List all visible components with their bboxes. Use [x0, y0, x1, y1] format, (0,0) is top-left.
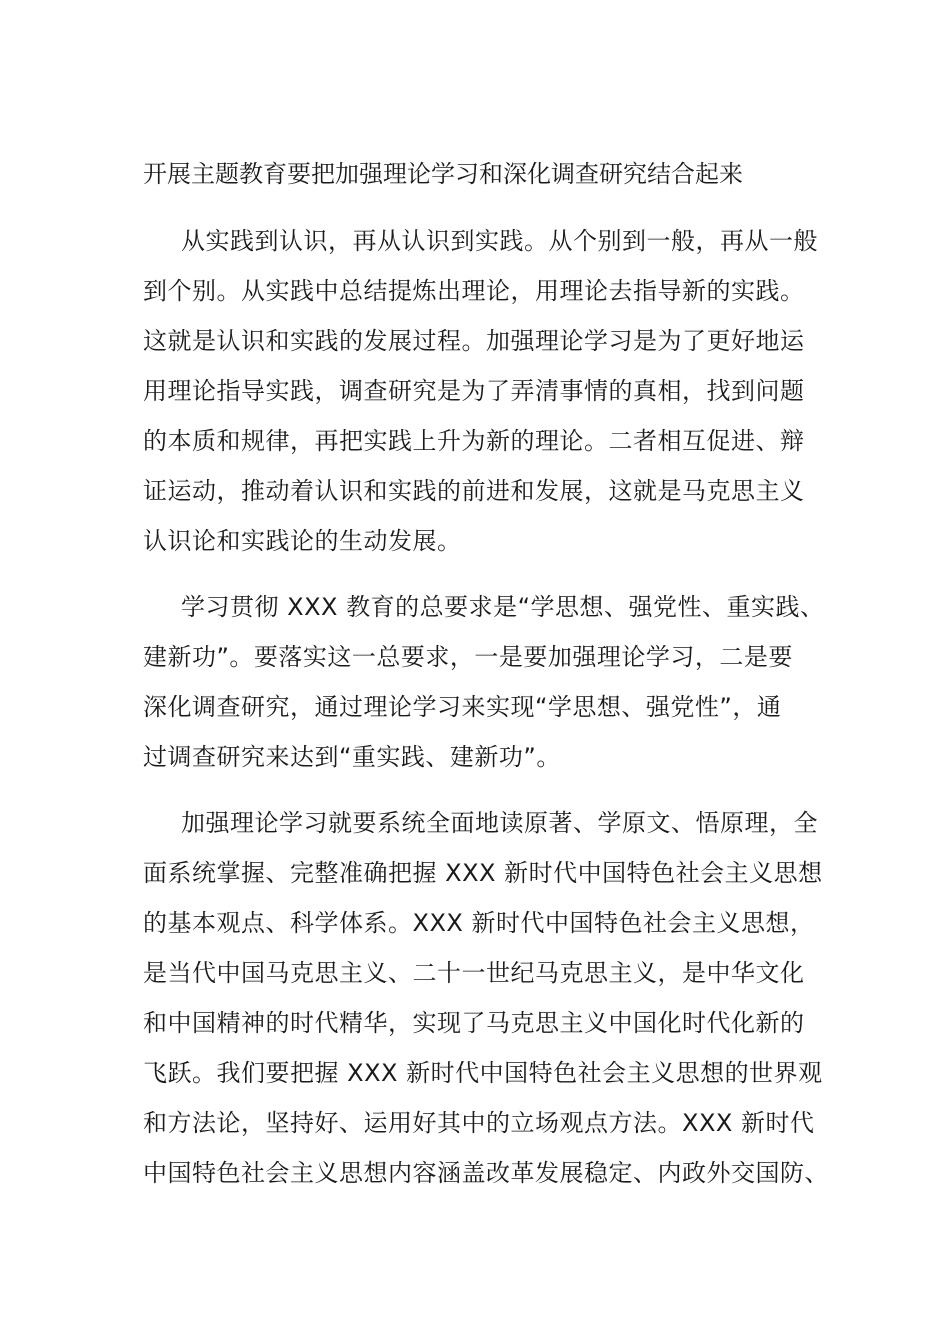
- paragraph-line: 证运动，推动着认识和实践的前进和发展，这就是马克思主义: [143, 477, 805, 505]
- paragraph-line: 学习贯彻 XXX 教育的总要求是“学思想、强党性、重实践、: [181, 593, 825, 621]
- paragraph-line: 从实践到认识，再从认识到实践。从个别到一般，再从一般: [181, 227, 818, 255]
- paragraph-line: 面系统掌握、完整准确把握 XXX 新时代中国特色社会主义思想: [143, 859, 823, 887]
- paragraph-line: 深化调查研究，通过理论学习来实现“学思想、强党性”，通: [143, 693, 782, 721]
- paragraph-line: 的基本观点、科学体系。XXX 新时代中国特色社会主义思想，: [143, 909, 815, 937]
- paragraph-line: 和中国精神的时代精华，实现了马克思主义中国化时代化新的: [143, 1009, 805, 1037]
- paragraph-line: 是当代中国马克思主义、二十一世纪马克思主义，是中华文化: [143, 959, 805, 987]
- paragraph-line: 和方法论，坚持好、运用好其中的立场观点方法。XXX 新时代: [143, 1109, 815, 1137]
- paragraph-2: [143, 582, 823, 782]
- paragraph-line: 到个别。从实践中总结提炼出理论，用理论去指导新的实践。: [143, 277, 805, 305]
- paragraph-line: 这就是认识和实践的发展过程。加强理论学习是为了更好地运: [143, 327, 805, 355]
- paragraph-line: 用理论指导实践，调查研究是为了弄清事情的真相，找到问题: [143, 377, 805, 405]
- paragraph-line: 认识论和实践论的生动发展。: [143, 527, 462, 555]
- paragraph-line: 建新功”。要落实这一总要求，一是要加强理论学习，二是要: [143, 643, 793, 671]
- paragraph-line: 中国特色社会主义思想内容涵盖改革发展稳定、内政外交国防、: [143, 1159, 829, 1187]
- document-title: 开展主题教育要把加强理论学习和深化调查研究结合起来: [143, 160, 743, 188]
- paragraph-line: 的本质和规律，再把实践上升为新的理论。二者相互促进、辩: [143, 427, 805, 455]
- paragraph-1: [143, 216, 823, 566]
- paragraph-3: [143, 798, 829, 1198]
- paragraph-line: 过调查研究来达到“重实践、建新功”。: [143, 743, 561, 771]
- document-body: [143, 152, 829, 1198]
- paragraph-line: 飞跃。我们要把握 XXX 新时代中国特色社会主义思想的世界观: [143, 1059, 823, 1087]
- paragraph-line: 加强理论学习就要系统全面地读原著、学原文、悟原理，全: [181, 809, 818, 837]
